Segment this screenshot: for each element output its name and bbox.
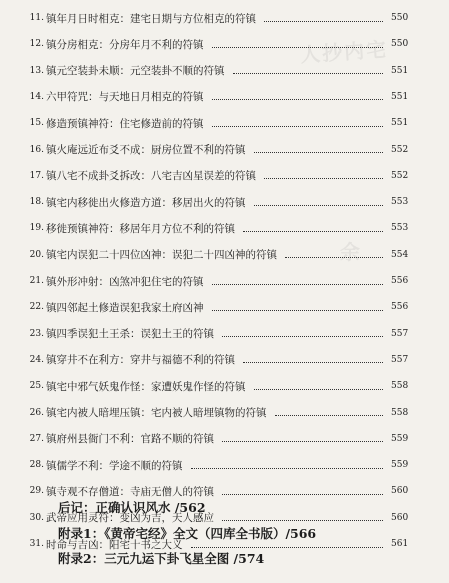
entry-page-number: 552 — [391, 170, 409, 181]
dot-leader — [212, 126, 384, 127]
dot-leader — [191, 547, 384, 548]
entry-title: 镇府州县衙门不利：官路不顺的符镇 — [46, 433, 214, 446]
entry-title: 镇宅内移徙出火修造方道：移居出火的符镇 — [46, 196, 246, 209]
entry-title: 镇宅内误犯二十四位凶神：误犯二十四凶神的符镇 — [46, 249, 277, 262]
dot-leader — [254, 152, 384, 153]
entry-page-number: 558 — [391, 407, 409, 418]
entry-number: 11. — [29, 13, 44, 23]
entry-page-number: 550 — [391, 39, 409, 50]
entry-number: 14. — [29, 91, 44, 102]
entry-number: 30. — [29, 512, 44, 523]
dot-leader — [191, 468, 384, 469]
dot-leader — [212, 99, 384, 100]
entry-page-number: 553 — [391, 223, 409, 234]
entry-page-number: 551 — [391, 65, 409, 76]
dot-leader — [243, 231, 383, 232]
toc-entry — [0, 110, 449, 136]
toc-entry — [0, 84, 449, 110]
entry-number: 23. — [29, 328, 44, 339]
toc-entry — [0, 215, 449, 241]
entry-number: 22. — [29, 302, 44, 313]
entry-page-number: 556 — [391, 302, 409, 313]
toc-entry — [0, 347, 449, 373]
toc-entry — [0, 373, 449, 399]
dot-leader — [254, 205, 384, 206]
entry-number: 27. — [29, 433, 44, 444]
toc-entry — [0, 58, 449, 84]
entry-number: 20. — [29, 249, 44, 260]
entry-title: 镇宅内被人暗埋压镇：宅内被人暗埋镇物的符镇 — [46, 407, 267, 419]
entry-page-number: 558 — [391, 381, 409, 392]
toc-entry — [0, 294, 449, 320]
dot-leader — [264, 178, 383, 179]
dot-leader — [212, 310, 384, 311]
entry-page-number: 557 — [391, 354, 409, 365]
entry-title: 镇年月日时相克：建宅日期与方位相克的符镇 — [46, 12, 256, 25]
appendix-2-entry: 附录2：三元九运下卦飞星全图 /574 — [58, 551, 265, 566]
entry-title: 时命与吉凶：阳宅十书之大义 — [46, 538, 183, 551]
entry-page-number: 553 — [391, 197, 409, 208]
dot-leader — [222, 336, 383, 337]
entry-number: 21. — [29, 276, 44, 286]
entry-number: 31. — [29, 539, 44, 549]
dot-leader — [275, 415, 384, 416]
dot-leader — [212, 47, 384, 48]
entry-page-number: 554 — [391, 249, 409, 260]
entry-title: 六甲符咒：与天地日月相克的符镇 — [46, 91, 204, 104]
dot-leader — [254, 389, 384, 390]
entry-page-number: 561 — [391, 539, 409, 549]
entry-title: 镇元空装卦未顺：元空装卦不顺的符镇 — [46, 65, 225, 78]
toc-entry — [0, 426, 449, 452]
toc-entry — [0, 137, 449, 163]
entry-title: 镇四邻起土修造误犯我家土府凶神 — [46, 301, 204, 314]
entry-number: 18. — [29, 197, 44, 208]
entry-title: 镇八宅不成卦爻拆改：八宅吉凶星误差的符镇 — [46, 170, 256, 183]
entry-title: 镇分房相克：分房年月不利的符镇 — [46, 38, 204, 51]
entry-title: 移徙预镇神符：移居年月方位不利的符镇 — [46, 222, 235, 235]
entry-page-number: 559 — [391, 433, 409, 444]
dot-leader — [233, 73, 384, 74]
entry-number: 12. — [29, 39, 44, 50]
bleed-through-text: 人抄内宅 — [299, 36, 389, 68]
dot-leader — [243, 362, 383, 363]
entry-page-number: 550 — [391, 13, 409, 23]
entry-page-number: 560 — [391, 486, 409, 497]
entry-page-number: 560 — [391, 512, 409, 523]
entry-page-number: 551 — [391, 91, 409, 102]
appendix-1-entry: 附录1：《黄帝宅经》全文（四库全书版）/566 — [58, 526, 317, 541]
dot-leader — [222, 441, 383, 442]
entry-number: 29. — [29, 486, 44, 497]
afterword-entry: 后记：正确认识风水 /562 — [58, 500, 206, 515]
dot-leader — [222, 494, 383, 495]
entry-title: 武帝应用灵符：变凶为吉，天人感应 — [46, 512, 214, 525]
entry-number: 17. — [29, 170, 44, 181]
entry-number: 13. — [29, 65, 44, 76]
entry-number: 28. — [29, 460, 44, 471]
toc-entry — [0, 189, 449, 215]
dot-leader — [212, 284, 384, 285]
entry-number: 25. — [29, 381, 44, 392]
entry-title: 镇穿井不在利方：穿井与福德不利的符镇 — [46, 354, 235, 367]
toc-entry — [0, 268, 449, 294]
entry-number: 16. — [29, 144, 44, 155]
entry-title: 镇宅中邪气妖鬼作怪：家遭妖鬼作怪的符镇 — [46, 380, 246, 393]
toc-entry — [0, 5, 449, 31]
entry-number: 26. — [29, 407, 44, 418]
bleed-through-text: 余 — [340, 240, 362, 264]
dot-leader — [285, 257, 383, 258]
entry-number: 15. — [29, 118, 44, 129]
dot-leader — [264, 21, 383, 22]
entry-title: 镇火庵远近布爻不成：厨房位置不利的符镇 — [46, 144, 246, 156]
entry-title: 镇寺观不存僧道：寺庙无僧人的符镇 — [46, 485, 214, 498]
entry-page-number: 557 — [391, 328, 409, 339]
toc-entry — [0, 163, 449, 189]
dot-leader — [222, 520, 383, 521]
toc-entry — [0, 31, 449, 57]
toc-entry — [0, 452, 449, 478]
entry-title: 修造预镇神符：住宅修造前的符镇 — [46, 117, 204, 130]
toc-entry — [0, 400, 449, 426]
entry-page-number: 552 — [391, 144, 409, 155]
entry-title: 镇外形冲射：凶煞冲犯住宅的符镇 — [46, 275, 204, 288]
entry-page-number: 551 — [391, 118, 409, 129]
entry-title: 镇儒学不利：学途不顺的符镇 — [46, 459, 183, 472]
entry-number: 19. — [29, 223, 44, 234]
entry-number: 24. — [29, 354, 44, 365]
toc-entry — [0, 321, 449, 347]
entry-page-number: 559 — [391, 460, 409, 471]
entry-title: 镇四季误犯土王杀：误犯土王的符镇 — [46, 328, 214, 341]
toc-entry — [0, 242, 449, 268]
entry-page-number: 556 — [391, 276, 409, 286]
